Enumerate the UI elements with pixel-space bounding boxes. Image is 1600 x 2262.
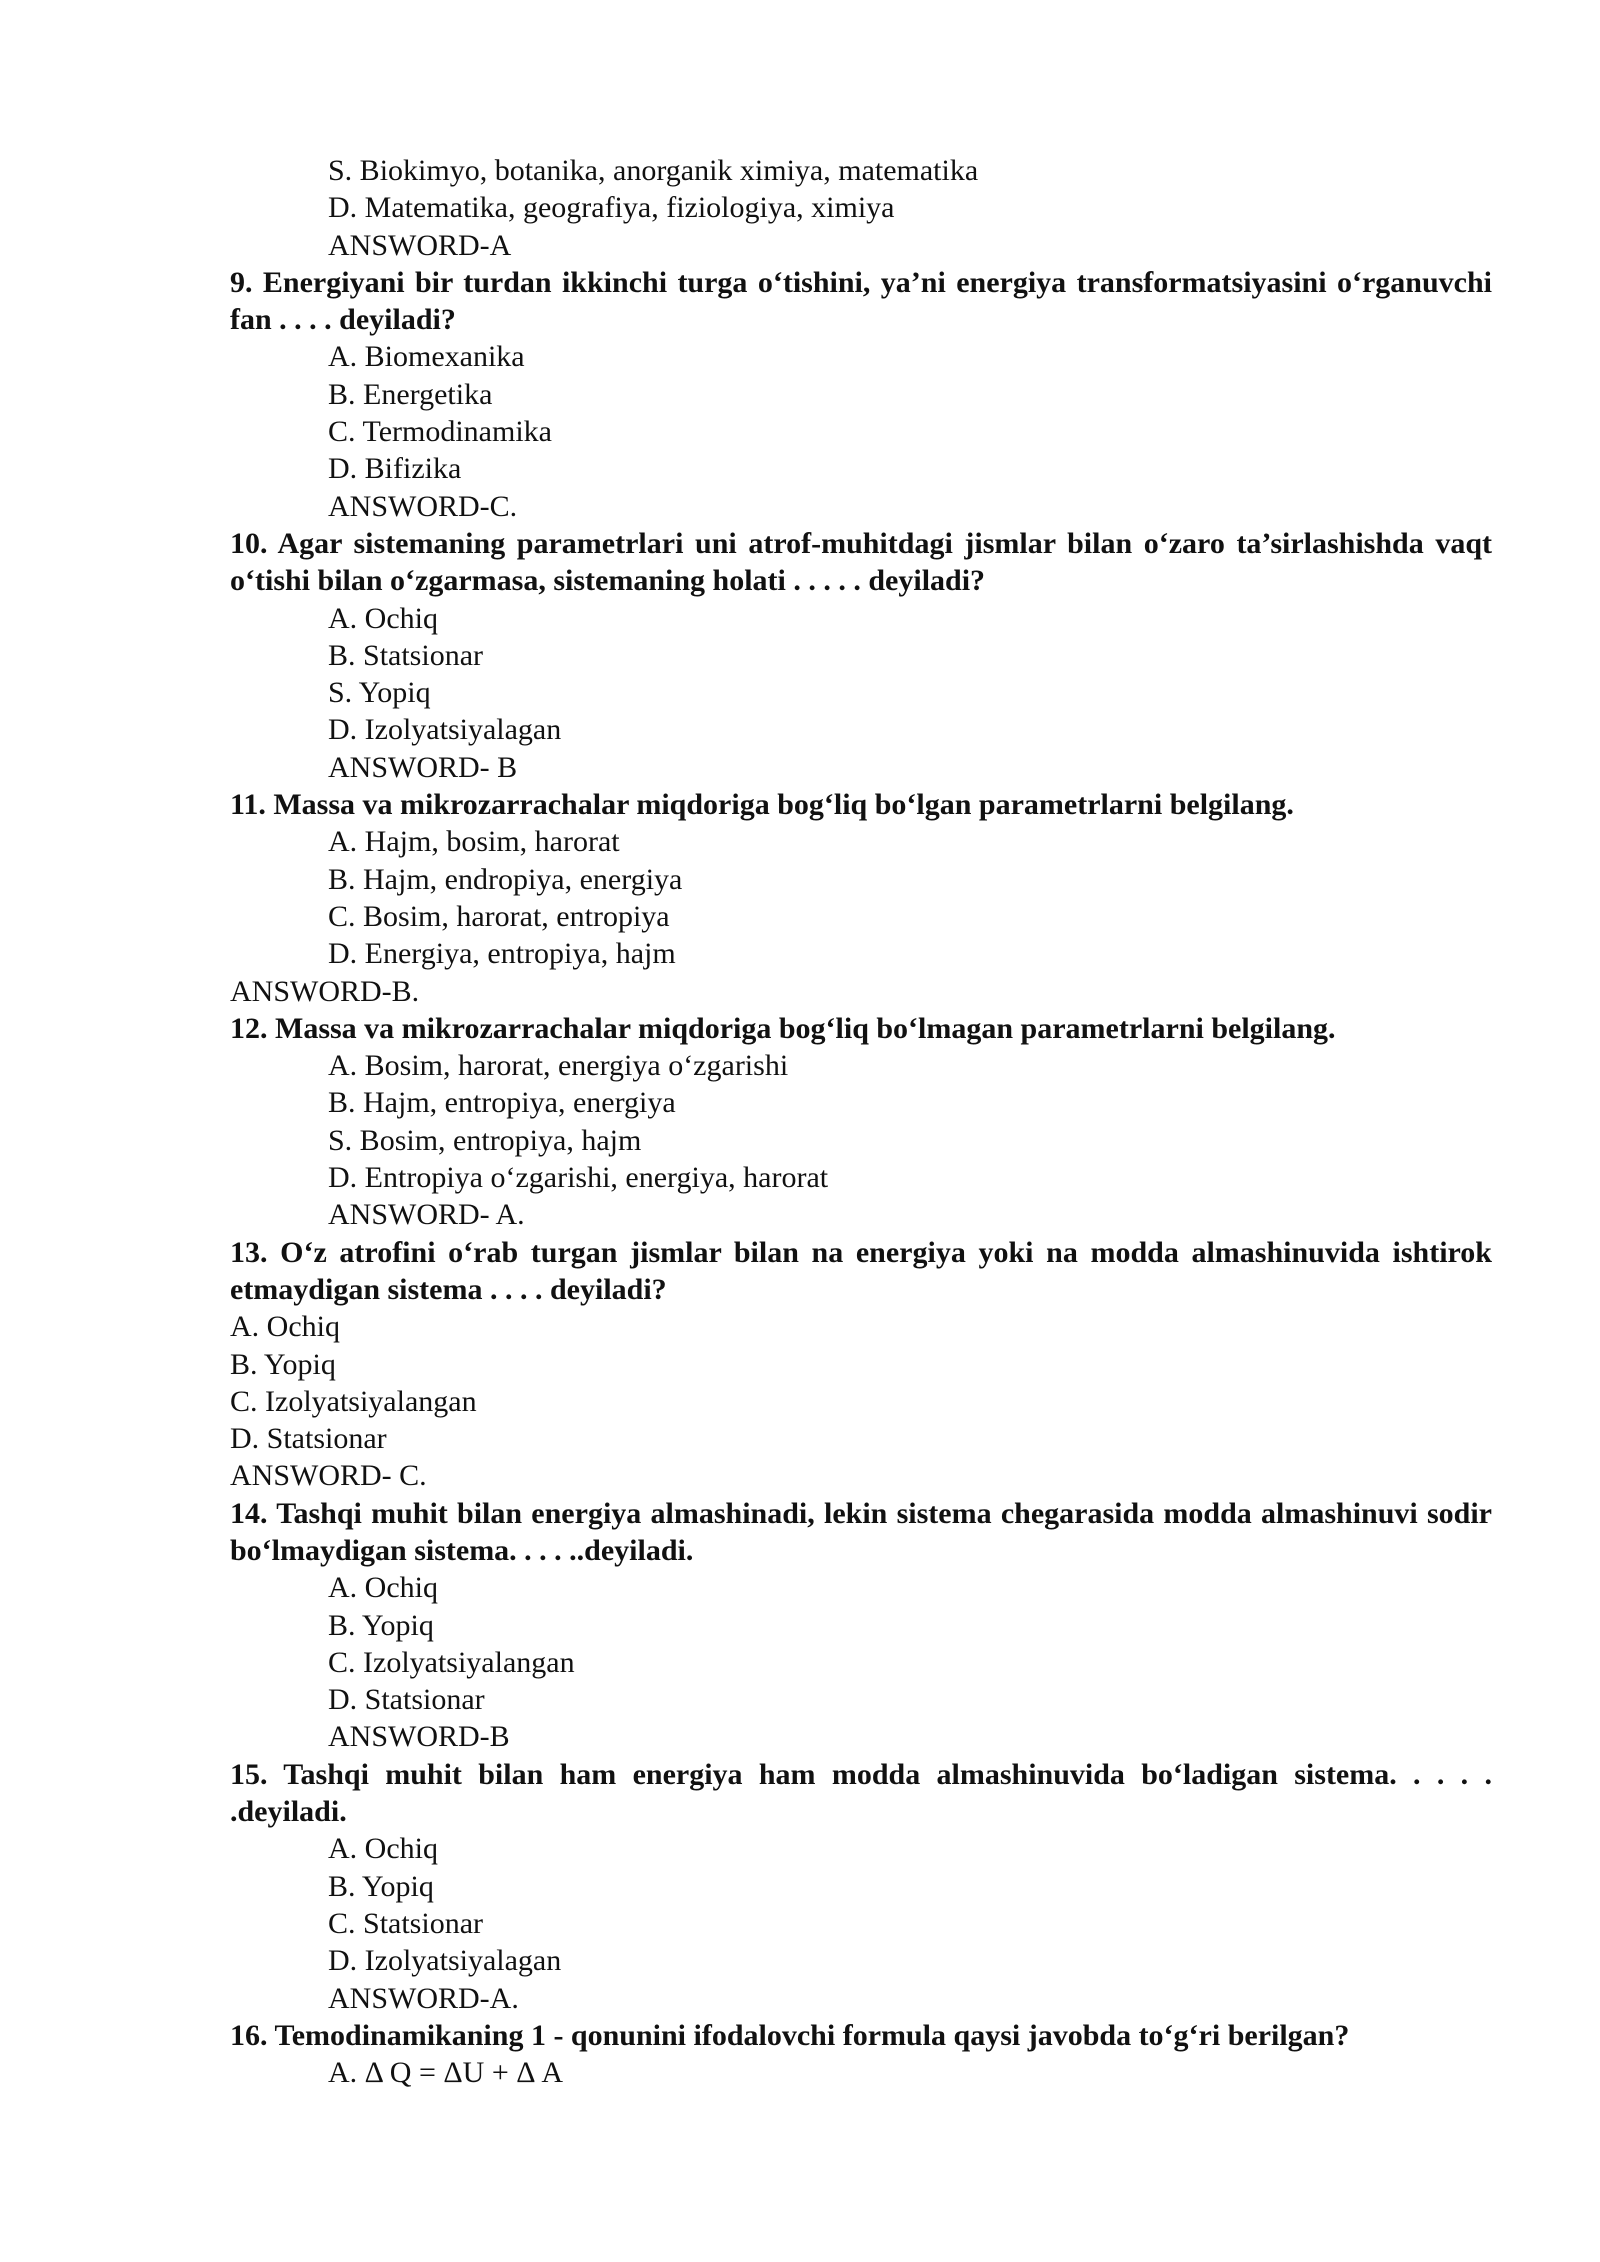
option-line: C. Izolyatsiyalangan (328, 1645, 575, 1679)
option-line: D. Energiya, entropiya, hajm (328, 937, 676, 971)
option-line: A. Ochiq (230, 1310, 340, 1344)
option-line: B. Yopiq (230, 1347, 336, 1381)
option-line: A. Ochiq (328, 601, 438, 635)
option-line: S. Yopiq (328, 676, 431, 710)
question-15: 15. Tashqi muhit bilan ham energiya ham modda almashinuvida bo‘ladigan sistema. . . . . .deyiladi. (230, 1757, 1492, 1829)
question-16: 16. Temodinamikaning 1 - qonunini ifodalovchi formula qaysi javobda to‘g‘ri berilgan? (230, 2018, 1350, 2052)
question-10: 10. Agar sistemaning parametrlari uni atrof-muhitdagi jismlar bilan o‘zaro ta’sirlashishda vaqt o‘tishi bilan o‘zgarmasa, sistemaning holati . . . . . deyiladi? (230, 526, 1492, 598)
option-line: D. Izolyatsiyalagan (328, 713, 562, 747)
option-line: B. Energetika (328, 377, 493, 411)
option-line: A. Hajm, bosim, harorat (328, 825, 620, 859)
option-line: D. Matematika, geografiya, fiziologiya, ximiya (328, 191, 895, 225)
question-list (230, 152, 1492, 2091)
option-line: A. Ochiq (328, 1571, 438, 1605)
option-line: B. Yopiq (328, 1608, 434, 1642)
question-11: 11. Massa va mikrozarrachalar miqdoriga bog‘liq bo‘lgan parametrlarni belgilang. (230, 788, 1294, 822)
option-line: C. Termodinamika (328, 415, 552, 449)
option-line: D. Statsionar (230, 1422, 387, 1456)
option-line: A. Bosim, harorat, energiya o‘zgarishi (328, 1049, 789, 1083)
question-12: 12. Massa va mikrozarrachalar miqdoriga bog‘liq bo‘lmagan parametrlarni belgilang. (230, 1011, 1336, 1045)
option-line: C. Statsionar (328, 1906, 483, 1940)
option-line: B. Yopiq (328, 1869, 434, 1903)
question-13: 13. O‘z atrofini o‘rab turgan jismlar bilan na energiya yoki na modda almashinuvida ishtirok etmaydigan sistema . . . . deyiladi? (230, 1235, 1492, 1306)
option-line: A. Δ Q = ΔU + Δ A (328, 2056, 564, 2090)
answer-line: ANSWORD- A. (328, 1198, 525, 1232)
question-9: 9. Energiyani bir turdan ikkinchi turga o‘tishini, ya’ni energiya transformatsiyasini o‘rganuvchi fan . . . . deyiladi? (230, 265, 1492, 337)
option-line: D. Entropiya o‘zgarishi, energiya, harorat (328, 1161, 829, 1195)
option-line: B. Hajm, endropiya, energiya (328, 862, 683, 896)
option-line: A. Ochiq (328, 1832, 438, 1866)
option-line: C. Izolyatsiyalangan (230, 1384, 477, 1418)
option-line: B. Hajm, entropiya, energiya (328, 1086, 676, 1120)
option-line: D. Bifizika (328, 452, 462, 486)
option-line: A. Biomexanika (328, 340, 525, 374)
option-line: B. Statsionar (328, 638, 483, 672)
answer-line: ANSWORD- B (328, 750, 518, 784)
answer-line: ANSWORD-C. (328, 489, 518, 523)
option-line: D. Izolyatsiyalagan (328, 1944, 562, 1978)
option-line: D. Statsionar (328, 1683, 485, 1717)
question-14: 14. Tashqi muhit bilan energiya almashinadi, lekin sistema chegarasida modda almashinuvi sodir bo‘lmaydigan sistema. . . . ..deyiladi. (230, 1496, 1492, 1567)
answer-line: ANSWORD- C. (230, 1459, 427, 1493)
option-line: S. Biokimyo, botanika, anorganik ximiya, matematika (328, 154, 979, 187)
answer-line: ANSWORD-A (328, 228, 512, 262)
option-line: S. Bosim, entropiya, hajm (328, 1123, 642, 1157)
answer-line: ANSWORD-A. (328, 1981, 519, 2015)
answer-line: ANSWORD-B. (230, 974, 420, 1008)
option-line: C. Bosim, harorat, entropiya (328, 899, 670, 933)
answer-line: ANSWORD-B (328, 1720, 510, 1754)
